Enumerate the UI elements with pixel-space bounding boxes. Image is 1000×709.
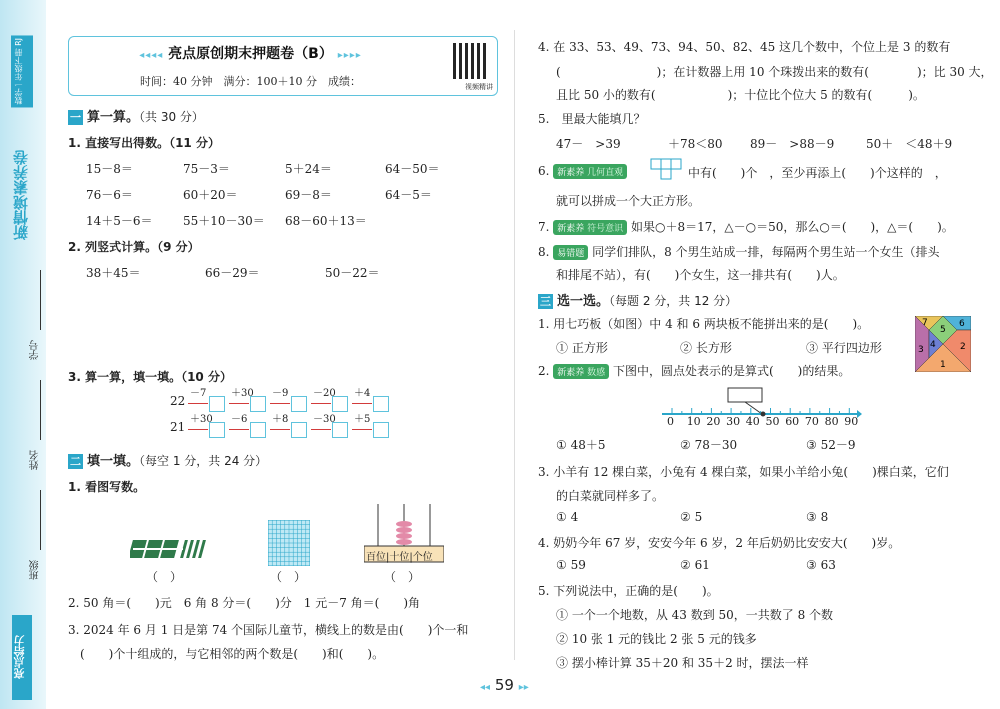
s3-q3-line1: 3. 小羊有 12 棵白菜，小兔有 4 棵白菜，如果小羊给小兔( )棵白菜，它们 <box>538 465 949 479</box>
chain-arrow <box>311 403 331 404</box>
chain-operator: ＋30 <box>190 414 213 425</box>
tangram-label: 7 <box>922 318 928 328</box>
name-label: 姓名 <box>30 450 41 470</box>
q2-item: 66－29＝ <box>205 266 260 280</box>
option[interactable]: ② 5 <box>680 510 703 524</box>
s1-q2: 2. 列竖式计算。（9 分） <box>68 240 200 254</box>
chain-operator: ＋4 <box>354 388 371 399</box>
chain-arrow <box>229 403 249 404</box>
number-line-label: 70 <box>804 415 819 428</box>
page-arrows-right-icon: ▸▸ <box>518 682 529 693</box>
option[interactable]: ③ 63 <box>806 558 836 572</box>
r-q4-line2: ( )；在计数器上用 10 个珠拨出来的数有( )；比 30 大， <box>556 65 993 79</box>
calc-item: 64－5＝ <box>385 188 432 202</box>
exam-header <box>68 36 498 96</box>
chain-start: 22 <box>170 394 186 408</box>
q5-item: 50＋ ＜48＋9 <box>866 137 953 151</box>
chain-operator: －9 <box>272 388 289 399</box>
page-divider <box>514 30 515 660</box>
calc-item: 64－50＝ <box>385 162 440 176</box>
chain-arrow <box>352 403 372 404</box>
calc-item: 68－60＋13＝ <box>285 214 367 228</box>
chain-arrow <box>229 429 249 430</box>
q5-item: 89－ >88－9 <box>750 137 835 151</box>
s1-q1: 1. 直接写出得数。（11 分） <box>68 136 220 150</box>
option[interactable]: ① 正方形 <box>556 341 608 355</box>
q5-item: 47－ >39 <box>556 137 621 151</box>
chain-arrow <box>188 403 208 404</box>
option[interactable]: ① 48＋5 <box>556 438 606 452</box>
chain-answer-box[interactable] <box>332 422 348 438</box>
s1-q3: 3. 算一算，填一填。（10 分） <box>68 370 232 384</box>
r-q5: 5. 里最大能填几？ <box>538 112 646 126</box>
tangram-label: 1 <box>940 360 946 370</box>
tag-error-prone: 易错题 <box>553 245 588 260</box>
calc-item: 69－8＝ <box>285 188 332 202</box>
tag-new-literacy: 新素养 符号意识 <box>553 220 627 235</box>
class-label: 班级 <box>30 560 41 580</box>
number-line-label: 30 <box>726 415 741 428</box>
s3-q5: 5. 下列说法中，正确的是( )。 <box>538 584 719 598</box>
calc-item: 15－8＝ <box>86 162 133 176</box>
option[interactable]: ② 10 张 1 元的钱比 2 张 5 元的钱多 <box>556 632 757 646</box>
chain-answer-box[interactable] <box>209 422 225 438</box>
chain-arrow <box>352 429 372 430</box>
arrows-left-icon: ◂◂◂◂ <box>139 50 164 61</box>
chain-answer-box[interactable] <box>373 422 389 438</box>
calc-item: 5＋24＝ <box>285 162 332 176</box>
number-line-label: 20 <box>706 415 721 428</box>
exam-info: 时间：40 分钟 满分：100＋10 分 成绩： <box>140 75 361 88</box>
r-q8-line2: 和排尾不站），有( )个女生，这一排共有( )人。 <box>556 268 845 282</box>
chain-operator: －6 <box>231 414 248 425</box>
option[interactable]: ① 4 <box>556 510 579 524</box>
arrows-right-icon: ▸▸▸▸ <box>337 50 362 61</box>
r-q7: 7. 新素养 符号意识 如果○＋8＝17，△－○＝50，那么○＝( )，△＝( )。 <box>538 220 954 234</box>
chain-answer-box[interactable] <box>250 396 266 412</box>
option[interactable]: ② 61 <box>680 558 710 572</box>
s3-q1: 1. 用七巧板（如图）中 4 和 6 两块板不能拼出来的是( )。 <box>538 317 870 331</box>
s2-q2: 2. 50 角＝( )元 6 角 8 分＝( )分 1 元－7 角＝( )角 <box>68 596 421 610</box>
class-line <box>40 490 41 550</box>
r-q4-line3: 且比 50 小的数有( )；十位比个位大 5 的数有( )。 <box>556 88 925 102</box>
chain-operator: －30 <box>313 414 336 425</box>
chain-operator: －20 <box>313 388 336 399</box>
chain-operator: ＋5 <box>354 414 371 425</box>
tangram-label: 5 <box>940 325 946 335</box>
number-line-label: 0 <box>667 415 674 428</box>
chain-arrow <box>270 403 290 404</box>
number-line-label: 40 <box>745 415 760 428</box>
r-q6-line1: 中有( )个 ，至少再添上( )个这样的 ， <box>688 166 947 180</box>
tangram-label: 2 <box>960 342 966 352</box>
tangram-label: 6 <box>959 319 965 329</box>
q5-item: ＋78＜80 <box>656 137 723 151</box>
brand-logo: 亮点给力 <box>12 615 32 700</box>
qr-label: 视频精讲 <box>465 83 493 91</box>
chain-arrow <box>188 429 208 430</box>
s2-q3-line1: 3. 2024 年 6 月 1 日是第 74 个国际儿童节，横线上的数是由( )个一和 <box>68 623 469 637</box>
section-1-heading: 一 算一算。（共 30 分） <box>70 110 204 125</box>
page-arrows-left-icon: ◂◂ <box>480 682 491 693</box>
tangram-image <box>915 316 971 372</box>
shape-figure-icon <box>650 158 684 182</box>
tangram-label: 3 <box>918 345 924 355</box>
number-line-label: 60 <box>785 415 800 428</box>
option[interactable]: ② 78－30 <box>680 438 738 452</box>
section-2-heading: 二 填一填。（每空 1 分，共 24 分） <box>70 454 268 469</box>
chain-arrow <box>270 429 290 430</box>
s3-q4: 4. 奶奶今年 67 岁，安安今年 6 岁，2 年后奶奶比安安大( )岁。 <box>538 536 901 550</box>
q2-item: 50－22＝ <box>325 266 380 280</box>
r-q6: 6. 新素养 几何直观 <box>538 164 627 179</box>
answer-paren[interactable]: （ ） <box>146 570 183 584</box>
answer-paren[interactable]: （ ） <box>270 570 307 584</box>
page-number-text: 59 <box>494 676 514 694</box>
abacus-place-labels: 百位|十位|个位 <box>366 552 433 563</box>
option[interactable]: ③ 摆小棒计算 35＋20 和 35＋2 时，摆法一样 <box>556 656 809 670</box>
stick-bundles-image <box>130 536 215 562</box>
s3-q3-line2: 的白菜就同样多了。 <box>556 489 665 503</box>
calc-item: 75－3＝ <box>183 162 230 176</box>
exam-title <box>69 43 432 63</box>
spine-subtitle: 数学一年级下册 RJ <box>11 35 33 107</box>
chain-answer-box[interactable] <box>373 396 389 412</box>
number-line-label: 10 <box>686 415 701 428</box>
exam-title-text: 亮点原创期末押题卷（B） <box>168 46 333 62</box>
number-line-label: 80 <box>824 415 839 428</box>
chain-answer-box[interactable] <box>291 396 307 412</box>
r-q8: 8. 易错题 同学们排队，8 个男生站成一排，每隔两个男生站一个女生（排头 <box>538 245 940 259</box>
tag-new-literacy: 新素养 数感 <box>553 364 609 379</box>
calc-item: 60＋20＝ <box>183 188 238 202</box>
chain-operator: －7 <box>190 388 207 399</box>
s2-q1: 1. 看图写数。 <box>68 480 146 494</box>
student-no-line <box>40 270 41 330</box>
hundred-grid-image <box>268 520 310 566</box>
chain-operator: ＋8 <box>272 414 289 425</box>
number-line-label: 90 <box>844 415 859 428</box>
book-spine <box>0 0 46 709</box>
number-line-label: 50 <box>765 415 780 428</box>
calc-item: 76－6＝ <box>86 188 133 202</box>
q2-item: 38＋45＝ <box>86 266 141 280</box>
option[interactable]: ③ 8 <box>806 510 829 524</box>
option[interactable]: ① 一个一个地数，从 43 数到 50，一共数了 8 个数 <box>556 608 834 622</box>
qr-code-icon[interactable] <box>453 43 489 79</box>
tangram-label: 4 <box>930 340 936 350</box>
answer-paren[interactable]: （ ） <box>384 570 421 584</box>
section-3-heading: 三 选一选。（每题 2 分，共 12 分） <box>540 294 738 309</box>
r-q4-line1: 4. 在 33、53、49、73、94、50、82、45 这几个数中，个位上是 3 的数有 <box>538 40 951 54</box>
chain-operator: ＋30 <box>231 388 254 399</box>
chain-answer-box[interactable] <box>291 422 307 438</box>
option[interactable]: ③ 52－9 <box>806 438 856 452</box>
calc-item: 14＋5－6＝ <box>86 214 153 228</box>
option[interactable]: ③ 平行四边形 <box>806 341 882 355</box>
s3-q2: 2. 新素养 数感 下图中，圆点处表示的是算式( )的结果。 <box>538 364 851 378</box>
page-number <box>480 676 529 694</box>
option[interactable]: ② 长方形 <box>680 341 732 355</box>
spine-title: 新情境素养卷 <box>12 150 30 240</box>
chain-start: 21 <box>170 420 186 434</box>
chain-arrow <box>311 429 331 430</box>
tag-new-literacy: 新素养 几何直观 <box>553 164 627 179</box>
chain-answer-box[interactable] <box>250 422 266 438</box>
r-q6-line2: 就可以拼成一个大正方形。 <box>556 194 701 208</box>
s2-q3-line2: ( )个十组成的，与它相邻的两个数是( )和( )。 <box>80 647 385 661</box>
calc-item: 55＋10－30＝ <box>183 214 265 228</box>
name-line <box>40 380 41 440</box>
option[interactable]: ① 59 <box>556 558 586 572</box>
student-no-label: 学号 <box>30 340 41 360</box>
